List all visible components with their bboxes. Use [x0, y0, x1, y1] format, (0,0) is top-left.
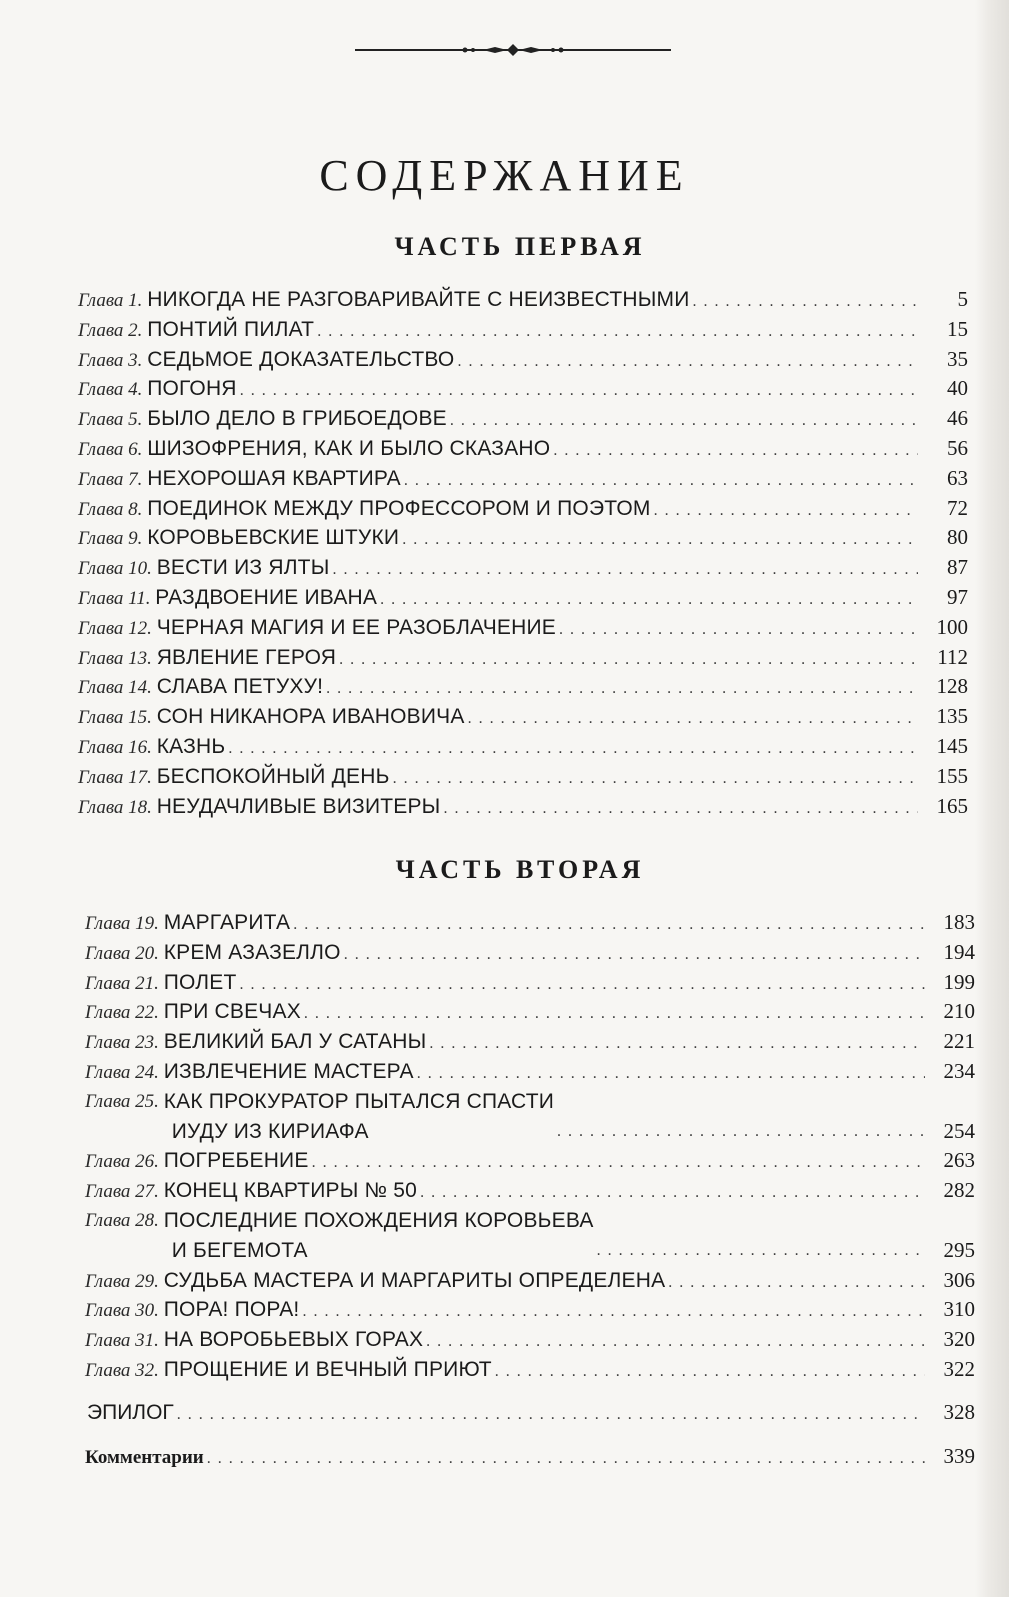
chapter-title — [147, 345, 454, 375]
page-number: 63 — [947, 465, 968, 490]
dot-leader — [557, 1117, 925, 1147]
chapter-title — [157, 702, 465, 732]
page-number: 199 — [943, 969, 975, 994]
chapter-title — [164, 1057, 414, 1087]
page-number: 339 — [943, 1444, 975, 1468]
toc-entry-chapter[interactable] — [85, 1325, 975, 1355]
chapter-title-line: ЧЕРНАЯ МАГИЯ И ЕЕ РАЗОБЛАЧЕНИЕ — [156, 615, 556, 639]
chapter-label: Глава 24. — [85, 1061, 164, 1083]
part-1-title: ЧАСТЬ ПЕРВАЯ — [394, 232, 646, 261]
page-number: 112 — [937, 644, 968, 669]
toc-title: СОДЕРЖАНИЕ — [319, 151, 690, 200]
chapter-title-line: НЕХОРОШАЯ КВАРТИРА — [147, 466, 401, 490]
page-number: 194 — [943, 939, 975, 964]
dot-leader — [597, 1236, 925, 1266]
chapter-label: Глава 25. — [85, 1090, 164, 1112]
dot-leader — [417, 1059, 925, 1089]
toc-entry-chapter[interactable] — [78, 732, 968, 762]
chapter-label: Глава 13. — [78, 647, 157, 669]
page-number: 210 — [943, 999, 975, 1024]
chapter-title-line: КОНЕЦ КВАРТИРЫ № 50 — [163, 1179, 418, 1203]
page-number: 328 — [943, 1400, 975, 1424]
chapter-title-line: КРЕМ АЗАЗЕЛЛО — [163, 940, 341, 964]
toc-entry-chapter[interactable] — [78, 345, 968, 375]
chapter-title — [164, 1206, 594, 1266]
toc-entry-chapter[interactable] — [85, 1176, 975, 1206]
dot-leader — [429, 1029, 925, 1059]
page-number: 97 — [947, 584, 968, 609]
chapter-title — [164, 1295, 300, 1325]
chapter-title-line: ПОРА! ПОРА! — [163, 1298, 300, 1322]
page-number: 145 — [936, 733, 968, 758]
dot-leader — [468, 704, 918, 734]
dot-leader — [426, 1327, 925, 1357]
dot-leader — [240, 376, 918, 406]
chapter-title-line: БЕСПОКОЙНЫЙ ДЕНЬ — [156, 764, 390, 788]
chapter-title — [157, 672, 323, 702]
toc-entry-chapter[interactable] — [85, 968, 975, 998]
chapter-title-line: НА ВОРОБЬЕВЫХ ГОРАХ — [163, 1328, 424, 1352]
chapter-title-line: ПОГОНЯ — [147, 377, 237, 401]
toc-entry-chapter[interactable] — [78, 762, 968, 792]
chapter-title-line: МАРГАРИТА — [163, 911, 291, 934]
chapter-title — [157, 792, 441, 822]
page-number: 5 — [957, 287, 968, 311]
chapter-title — [157, 613, 556, 643]
chapter-label: Глава 27. — [85, 1181, 164, 1203]
chapter-label: Глава 6. — [78, 438, 148, 460]
chapter-title — [147, 494, 650, 524]
chapter-label: Глава 5. — [78, 409, 148, 431]
page-number: 155 — [936, 763, 968, 788]
page-number: 306 — [943, 1267, 975, 1292]
ornament-divider-icon — [355, 40, 671, 60]
chapter-title — [164, 1325, 423, 1355]
comments-title: Комментарии — [85, 1447, 204, 1468]
page-number: 322 — [943, 1356, 975, 1381]
page-number: 263 — [943, 1148, 975, 1173]
toc-entry-chapter[interactable] — [78, 792, 968, 822]
toc-entry-comments[interactable] — [85, 1442, 975, 1472]
chapter-label: Глава 30. — [85, 1300, 164, 1322]
chapter-title — [147, 404, 447, 434]
chapter-label: Глава 20. — [85, 942, 164, 964]
chapter-title-line: СЕДЬМОЕ ДОКАЗАТЕЛЬСТВО — [147, 347, 455, 371]
chapter-title-line: СОН НИКАНОРА ИВАНОВИЧА — [156, 705, 465, 729]
page-number: 87 — [947, 555, 968, 580]
chapter-title-line: ВЕЛИКИЙ БАЛ У САТАНЫ — [163, 1030, 427, 1054]
chapter-title — [157, 732, 226, 762]
toc-entry-chapter[interactable] — [78, 285, 968, 315]
page-number: 100 — [936, 614, 968, 639]
toc-entry-chapter[interactable] — [85, 1266, 975, 1296]
chapter-title — [164, 997, 301, 1027]
chapter-title — [164, 1146, 309, 1176]
toc-entry-chapter[interactable] — [85, 1057, 975, 1087]
chapter-title-line: ПОГРЕБЕНИЕ — [163, 1149, 309, 1173]
chapter-label: Глава 15. — [78, 707, 157, 729]
page-number: 295 — [943, 1237, 975, 1262]
toc-entry-chapter[interactable] — [85, 1146, 975, 1176]
page-number: 183 — [943, 910, 975, 934]
chapter-label: Глава 26. — [85, 1151, 164, 1173]
chapter-title — [164, 908, 291, 938]
page-number: 56 — [947, 435, 968, 460]
dot-leader — [668, 1268, 925, 1298]
chapter-label: Глава 17. — [78, 766, 157, 788]
chapter-title-line: ПОСЛЕДНИЕ ПОХОЖДЕНИЯ КОРОВЬЕВА — [163, 1208, 594, 1232]
chapter-title — [157, 643, 336, 673]
toc-entry-chapter[interactable] — [78, 404, 968, 434]
chapter-title-line: ПОНТИЙ ПИЛАТ — [147, 317, 315, 341]
toc-entry-chapter[interactable] — [85, 1355, 975, 1385]
page-number: 15 — [947, 316, 968, 341]
chapter-title — [164, 1027, 427, 1057]
toc-entry-chapter[interactable] — [78, 315, 968, 345]
chapter-title — [147, 523, 399, 553]
chapter-title-line: ЯВЛЕНИЕ ГЕРОЯ — [156, 645, 337, 669]
dot-leader — [240, 970, 926, 1000]
dot-leader — [450, 406, 918, 436]
chapter-title — [157, 553, 330, 583]
toc-entry-chapter[interactable] — [78, 613, 968, 643]
chapter-title-line: ИЗВЛЕЧЕНИЕ МАСТЕРА — [163, 1059, 414, 1083]
chapter-label: Глава 8. — [78, 498, 148, 520]
chapter-label: Глава 7. — [78, 468, 148, 490]
dot-leader — [553, 436, 918, 466]
chapter-title-line: КОРОВЬЕВСКИЕ ШТУКИ — [147, 526, 400, 550]
toc-entry-chapter[interactable] — [78, 672, 968, 702]
toc-entry-chapter[interactable] — [78, 553, 968, 583]
chapter-title — [164, 1087, 554, 1147]
dot-leader — [293, 910, 925, 940]
chapter-title-line: И БЕГЕМОТА — [171, 1238, 308, 1262]
dot-leader — [559, 615, 918, 645]
chapter-label: Глава 22. — [85, 1002, 164, 1024]
toc-entry-chapter[interactable] — [78, 523, 968, 553]
toc-entry-chapter[interactable] — [78, 583, 968, 613]
page-number: 310 — [943, 1297, 975, 1322]
chapter-label: Глава 16. — [78, 736, 157, 758]
dot-leader — [207, 1444, 925, 1474]
dot-leader — [344, 940, 925, 970]
page-number: 72 — [947, 495, 968, 520]
chapter-label: Глава 12. — [78, 617, 157, 639]
toc-entry-chapter[interactable] — [85, 908, 975, 938]
dot-leader — [380, 585, 918, 615]
dot-leader — [228, 734, 918, 764]
chapter-label: Глава 9. — [78, 528, 148, 550]
part-2-chapter-list — [85, 908, 975, 1385]
page-number: 40 — [947, 376, 968, 401]
chapter-title — [157, 762, 390, 792]
chapter-title-line: СУДЬБА МАСТЕРА И МАРГАРИТЫ ОПРЕДЕЛЕНА — [163, 1268, 666, 1292]
page-number: 221 — [943, 1029, 975, 1054]
chapter-label: Глава 28. — [85, 1209, 164, 1231]
dot-leader — [495, 1357, 925, 1387]
page-number: 165 — [936, 793, 968, 818]
chapter-title-line: КАЗНЬ — [156, 734, 226, 758]
dot-leader — [404, 466, 918, 496]
toc-entry-chapter[interactable] — [85, 938, 975, 968]
chapter-title — [164, 1266, 666, 1296]
page-number: 128 — [936, 674, 968, 699]
toc-entry-chapter[interactable] — [78, 464, 968, 494]
part-1-chapter-list — [78, 285, 968, 821]
toc-entry-chapter[interactable] — [85, 1295, 975, 1325]
dot-leader — [457, 347, 918, 377]
chapter-label: Глава 23. — [85, 1032, 164, 1054]
chapter-label: Глава 32. — [85, 1359, 164, 1381]
part-2-title: ЧАСТЬ ВТОРАЯ — [395, 855, 645, 884]
page-number: 135 — [936, 704, 968, 729]
chapter-label: Глава 2. — [78, 319, 148, 341]
chapter-title-line: ПРИ СВЕЧАХ — [163, 1000, 301, 1024]
dot-leader — [443, 794, 918, 824]
dot-leader — [339, 645, 918, 675]
chapter-title-line: БЫЛО ДЕЛО В ГРИБОЕДОВЕ — [147, 407, 447, 431]
chapter-label: Глава 19. — [85, 913, 164, 934]
page-number: 80 — [947, 525, 968, 550]
page-number: 234 — [943, 1058, 975, 1083]
chapter-title-line: ИУДУ ИЗ КИРИАФА — [171, 1119, 369, 1143]
chapter-label: Глава 11. — [78, 587, 156, 609]
chapter-label: Глава 31. — [85, 1330, 164, 1352]
chapter-title-line: ПОЕДИНОК МЕЖДУ ПРОФЕССОРОМ И ПОЭТОМ — [147, 496, 651, 520]
toc-entry-chapter[interactable] — [78, 374, 968, 404]
dot-leader — [693, 287, 919, 317]
epilog-title: ЭПИЛОГ — [87, 1401, 174, 1424]
chapter-title — [155, 583, 377, 613]
chapter-label: Глава 1. — [78, 290, 148, 311]
dot-leader — [326, 674, 918, 704]
chapter-label: Глава 29. — [85, 1270, 164, 1292]
chapter-title — [164, 1176, 417, 1206]
chapter-title-line: ВЕСТИ ИЗ ЯЛТЫ — [156, 556, 330, 580]
chapter-title-line: СЛАВА ПЕТУХУ! — [156, 675, 324, 699]
page-number: 320 — [943, 1327, 975, 1352]
dot-leader — [304, 999, 925, 1029]
page-number: 254 — [943, 1118, 975, 1143]
page-number: 46 — [947, 406, 968, 431]
chapter-title-line: ПОЛЕТ — [163, 970, 237, 994]
toc-entry-chapter[interactable] — [85, 1087, 975, 1147]
page-number: 35 — [947, 346, 968, 371]
dot-leader — [393, 764, 918, 794]
dot-leader — [402, 525, 918, 555]
toc-entry-chapter[interactable] — [85, 1206, 975, 1266]
chapter-label: Глава 14. — [78, 677, 157, 699]
chapter-title — [147, 315, 314, 345]
chapter-title-line: НЕУДАЧЛИВЫЕ ВИЗИТЕРЫ — [156, 794, 441, 818]
chapter-title — [164, 968, 237, 998]
toc-entry-chapter[interactable] — [78, 643, 968, 673]
chapter-label: Глава 3. — [78, 349, 148, 371]
chapter-label: Глава 10. — [78, 558, 157, 580]
chapter-title — [147, 374, 237, 404]
toc-entry-chapter[interactable] — [78, 494, 968, 524]
chapter-title — [164, 938, 341, 968]
chapter-title-line: РАЗДВОЕНИЕ ИВАНА — [155, 585, 378, 609]
dot-leader — [317, 317, 918, 347]
chapter-label: Глава 18. — [78, 796, 157, 818]
toc-entry-chapter[interactable] — [78, 434, 968, 464]
chapter-label: Глава 4. — [78, 379, 148, 401]
chapter-title-line: КАК ПРОКУРАТОР ПЫТАЛСЯ СПАСТИ — [163, 1089, 555, 1113]
chapter-title — [147, 434, 550, 464]
comments-list — [85, 1442, 975, 1472]
chapter-title — [147, 464, 401, 494]
chapter-title-line: ШИЗОФРЕНИЯ, КАК И БЫЛО СКАЗАНО — [147, 436, 551, 460]
dot-leader — [420, 1178, 925, 1208]
epilog-list — [85, 1398, 975, 1428]
dot-leader — [654, 496, 918, 526]
dot-leader — [177, 1400, 925, 1430]
dot-leader — [333, 555, 918, 585]
chapter-title — [147, 285, 689, 315]
chapter-title-line: НИКОГДА НЕ РАЗГОВАРИВАЙТЕ С НЕИЗВЕСТНЫМИ — [147, 288, 690, 311]
toc-entry-chapter[interactable] — [85, 997, 975, 1027]
dot-leader — [312, 1148, 925, 1178]
chapter-title — [164, 1355, 492, 1385]
chapter-label: Глава 21. — [85, 972, 164, 994]
page-edge-shadow — [975, 0, 1009, 1597]
page-number: 282 — [943, 1178, 975, 1203]
toc-entry-chapter[interactable] — [85, 1027, 975, 1057]
chapter-title-line: ПРОЩЕНИЕ И ВЕЧНЫЙ ПРИЮТ — [163, 1357, 492, 1381]
dot-leader — [302, 1297, 925, 1327]
toc-entry-epilog[interactable] — [85, 1398, 975, 1428]
toc-entry-chapter[interactable] — [78, 702, 968, 732]
